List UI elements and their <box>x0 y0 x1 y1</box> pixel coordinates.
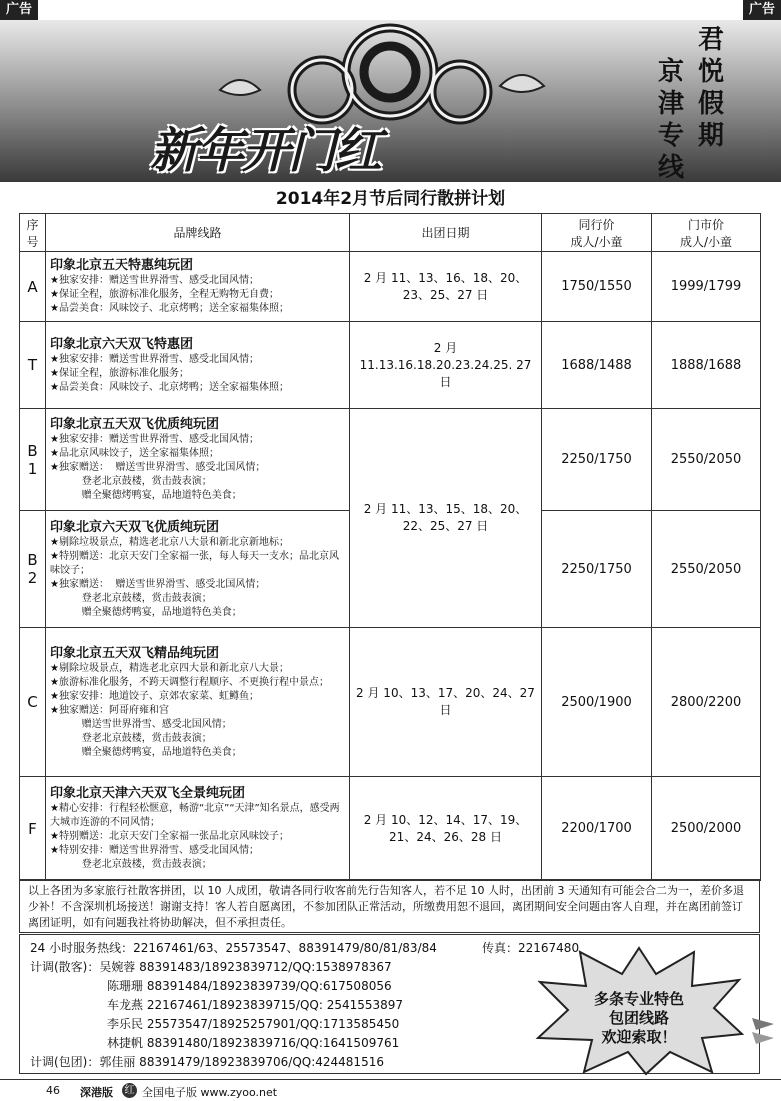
promo-line: 欢迎索取！ <box>601 1028 677 1046</box>
agency-price: 2500/1900 <box>542 628 652 777</box>
route-name: 印象北京六天双飞特惠团 <box>50 336 194 352</box>
tour-plan-table <box>19 213 761 881</box>
retail-price: 1888/1688 <box>652 322 761 409</box>
page-title: 2014年2月节后同行散拼计划 <box>275 189 506 209</box>
edition-logo-icon: 红 <box>122 1083 137 1098</box>
agency-price: 2250/1750 <box>542 409 652 511</box>
promo-starburst <box>534 946 744 1080</box>
contact-row: 李乐民 25573547/18925257901/QQ:1713585450 <box>107 1017 400 1031</box>
table-row <box>20 322 761 409</box>
fax-number: 传真：22167480 <box>482 941 580 955</box>
route-name: 印象北京天津六天双飞全景纯玩团 <box>50 786 246 801</box>
contact-row: 计调(散客)：吴婉蓉 88391483/18923839712/QQ:1538978367 <box>30 960 392 974</box>
calligraphy-column-1: 君悦假期 <box>697 25 724 151</box>
retail-price: 1999/1799 <box>652 252 761 322</box>
table-row <box>20 409 761 511</box>
route-name: 印象北京六天双飞优质纯玩团 <box>50 519 220 535</box>
row-code: B 1 <box>20 409 46 511</box>
corner-arrow-icon <box>752 1018 774 1044</box>
route-cell: 印象北京六天双飞特惠团 ★独家安排：赠送雪世界滑雪、感受北国风情； ★保证全程，旅游标准化服务； ★品尝美食：风味饺子、北京烤鸭；送全家福集体照； <box>46 322 350 409</box>
route-name: 印象北京五天双飞优质纯玩团 <box>50 417 220 432</box>
route-name: 印象北京五天双飞精品纯玩团 <box>50 645 220 661</box>
header-retail-price: 门市价 成人/小童 <box>652 214 761 252</box>
table-header-row <box>20 214 761 252</box>
row-code: A <box>20 252 46 322</box>
route-cell: 印象北京天津六天双飞全景纯玩团 ★精心安排：行程轻松惬意，畅游“北京”“天津”知名景点，感受两大城市连游的不同风情； ★特别赠送：北京天安门全家福一张品北京风味饺子； ★特别安排：赠送雪世界滑雪、感受北国风情； 登老北京鼓楼，赏击鼓表演； <box>46 777 350 881</box>
promo-line: 包团线路 <box>608 1009 669 1027</box>
row-code: T <box>20 322 46 409</box>
route-cell: 印象北京五天双飞精品纯玩团 ★剔除垃圾景点，精选老北京四大景和新北京八大景； ★旅游标准化服务，不跨天调整行程顺序、不更换行程中景点； ★独家安排：地道饺子、京郊农家菜、虹鳟鱼； ★独家赠送：阿哥府雍和宫 赠送雪世界滑雪、感受北国风情； 登老北京鼓楼，赏击鼓表演； 赠全聚德烤鸭宴，品地道特色美食； <box>46 628 350 777</box>
agency-price: 2200/1700 <box>542 777 652 881</box>
route-cell: 印象北京六天双飞优质纯玩团 ★剔除垃圾景点，精选老北京八大景和新北京新地标； ★特别赠送：北京天安门全家福一张，每人每天一支水；品北京风味饺子； ★独家赠送： 赠送雪世界滑雪、感受北国风情； 登老北京鼓楼，赏击鼓表演； 赠全聚德烤鸭宴，品地道特色美食； <box>46 511 350 628</box>
table-row <box>20 628 761 777</box>
ad-tag-right: 广告 <box>743 0 781 20</box>
agency-price: 2250/1750 <box>542 511 652 628</box>
agency-price: 1750/1550 <box>542 252 652 322</box>
retail-price: 2550/2050 <box>652 511 761 628</box>
route-name: 印象北京五天特惠纯玩团 <box>50 258 194 273</box>
header-date: 出团日期 <box>350 214 542 252</box>
row-code: C <box>20 628 46 777</box>
departure-dates: 2 月 10、12、14、17、19、21、24、26、28 日 <box>350 777 542 881</box>
banner-title-art: 新年开门红 <box>150 123 381 179</box>
retail-price: 2800/2200 <box>652 628 761 777</box>
cloud-swirl-inner <box>364 46 416 98</box>
header-code: 序号 <box>20 214 46 252</box>
table-row <box>20 777 761 881</box>
page-footer <box>0 1079 781 1101</box>
contact-row: 林捷帆 88391480/18923839716/QQ:1641509761 <box>107 1036 400 1050</box>
route-cell: 印象北京五天双飞优质纯玩团 ★独家安排：赠送雪世界滑雪、感受北国风情； ★品北京风味饺子，送全家福集体照； ★独家赠送： 赠送雪世界滑雪、感受北国风情； 登老北京鼓楼，赏击鼓表演； 赠全聚德烤鸭宴，品地道特色美食； <box>46 409 350 511</box>
header-agency-price: 同行价 成人/小童 <box>542 214 652 252</box>
terms-notes: 以上各团为多家旅行社散客拼团，以 10 人成团，敬请各同行收客前先行告知客人，若不足 10 人时，出团前 3 天通知有可能会合二为一，差价多退少补！不含深圳机场接送！谢谢支持！客人若自愿离团，不参加团队正常活动，所缴费用恕不退回，离团期间安全问题由客人自理，并在离团前签订离团证明，如有问题我社将协助解决，但不承担责任。 <box>19 879 760 933</box>
contact-row: 陈珊珊 88391484/18923839739/QQ:617508056 <box>107 979 392 993</box>
retail-price: 2500/2000 <box>652 777 761 881</box>
row-code: F <box>20 777 46 881</box>
route-cell: 印象北京五天特惠纯玩团 ★独家安排：赠送雪世界滑雪、感受北国风情； ★保证全程，旅游标准化服务，全程无购物无自费； ★品尝美食：风味饺子、北京烤鸭；送全家福集体照； <box>46 252 350 322</box>
page-number: 46 <box>46 1084 60 1097</box>
departure-dates: 2 月 11、13、16、18、20、23、25、27 日 <box>350 252 542 322</box>
ad-tag-left: 广告 <box>0 0 38 20</box>
departure-dates: 2 月 11.13.16.18.20.23.24.25. 27 日 <box>350 322 542 409</box>
banner <box>0 20 781 182</box>
small-cloud-left <box>220 80 260 95</box>
agency-price: 1688/1488 <box>542 322 652 409</box>
departure-dates-shared: 2 月 11、13、15、18、20、22、25、27 日 <box>350 409 542 628</box>
header-route: 品牌线路 <box>46 214 350 252</box>
row-code: B 2 <box>20 511 46 628</box>
promo-line: 多条专业特色 <box>593 990 684 1008</box>
contact-row: 车龙燕 22167461/18923839715/QQ: 2541553897 <box>107 998 404 1012</box>
calligraphy-column-2: 京津专线 <box>657 57 684 182</box>
table-row <box>20 252 761 322</box>
departure-dates: 2 月 10、13、17、20、24、27 日 <box>350 628 542 777</box>
retail-price: 2550/2050 <box>652 409 761 511</box>
website-text: 全国电子版 www.zyoo.net <box>142 1086 278 1099</box>
service-hotline: 24 小时服务热线：22167461/63、25573547、88391479/80/81/83/84 <box>30 941 437 955</box>
small-cloud-right <box>500 75 544 92</box>
edition-label: 深港版 <box>80 1086 113 1099</box>
contact-row: 计调(包团)：郭佳丽 88391479/18923839706/QQ:424481516 <box>30 1055 384 1069</box>
